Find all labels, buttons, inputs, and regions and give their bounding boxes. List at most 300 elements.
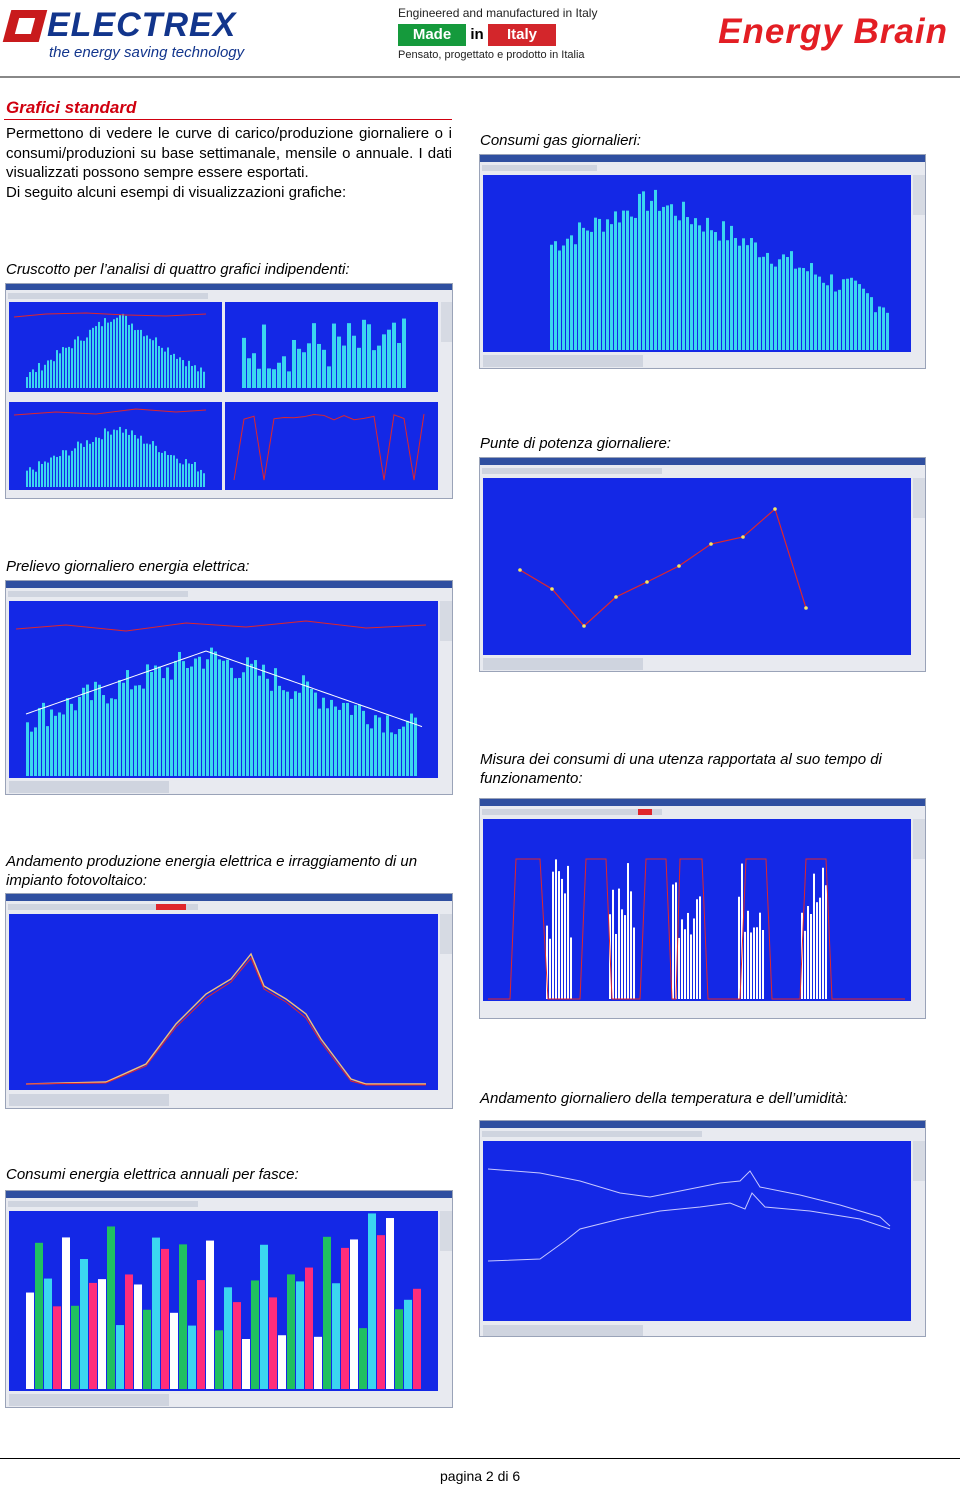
screenshot-bar: [107, 323, 109, 388]
screenshot-bar: [143, 1310, 151, 1389]
temp-screenshot: [479, 1120, 926, 1337]
screenshot-bar: [750, 238, 753, 350]
screenshot-bar: [759, 913, 761, 999]
screenshot-bar: [59, 353, 61, 388]
screenshot-bar: [838, 290, 841, 350]
screenshot-bar: [198, 657, 201, 776]
screenshot-bar: [30, 732, 33, 776]
screenshot-bar: [346, 703, 349, 776]
screenshot-bar: [250, 664, 253, 776]
pv-chart: [6, 894, 453, 1109]
screenshot-bar: [646, 211, 649, 350]
screenshot-bar: [86, 685, 89, 776]
screenshot-bar: [377, 346, 381, 388]
screenshot-bar: [128, 435, 130, 487]
screenshot-bar: [71, 451, 73, 487]
screenshot-bar: [590, 232, 593, 350]
screenshot-bar: [179, 463, 181, 487]
screenshot-bar: [269, 1297, 277, 1389]
screenshot-bar: [686, 217, 689, 350]
screenshot-bar: [830, 274, 833, 350]
screenshot-bar: [638, 194, 641, 350]
screenshot-bar: [367, 324, 371, 388]
screenshot-bar: [558, 251, 561, 350]
runtime-chart: [480, 799, 926, 1019]
screenshot-bar: [149, 339, 151, 388]
screenshot-bar: [89, 444, 91, 487]
screenshot-bar: [113, 430, 115, 487]
electrex-mark-icon: [3, 10, 48, 42]
intro-text-2: Di seguito alcuni esempi di visualizzazioni grafiche:: [6, 183, 347, 201]
screenshot-bar: [134, 330, 136, 388]
made-in-italy-badge: [398, 6, 598, 61]
screenshot-bar: [602, 232, 605, 350]
screenshot-bar: [630, 217, 633, 350]
screenshot-bar: [710, 230, 713, 350]
screenshot-bar: [726, 240, 729, 350]
screenshot-bar: [387, 330, 391, 388]
screenshot-bar: [372, 350, 376, 388]
screenshot-bar: [762, 930, 764, 999]
screenshot-bar: [866, 293, 869, 350]
screenshot-bar: [102, 695, 105, 776]
screenshot-bar: [70, 704, 73, 776]
peaks-chart: [480, 458, 926, 672]
screenshot-bar: [143, 336, 145, 388]
screenshot-bar: [766, 253, 769, 350]
screenshot-bar: [182, 360, 184, 388]
screenshot-bar: [714, 232, 717, 350]
screenshot-bar: [179, 357, 181, 388]
screenshot-bar: [770, 264, 773, 350]
screenshot-bar: [138, 685, 141, 776]
screenshot-bar: [260, 1245, 268, 1389]
screenshot-bar: [267, 368, 271, 388]
dashboard-charts: [6, 284, 453, 499]
screenshot-bar: [747, 911, 749, 999]
screenshot-bar: [314, 1337, 322, 1389]
caption-annual: Consumi energia elettrica annuali per fasce:: [6, 1166, 299, 1183]
header-divider: [0, 76, 960, 78]
screenshot-bar: [116, 430, 118, 487]
screenshot-bar: [164, 352, 166, 388]
screenshot-bar: [666, 205, 669, 350]
screenshot-bar: [110, 435, 112, 487]
screenshot-bar: [53, 1306, 61, 1389]
screenshot-bar: [158, 667, 161, 776]
screenshot-bar: [154, 665, 157, 776]
screenshot-bar: [813, 874, 815, 999]
screenshot-bar: [633, 928, 635, 999]
screenshot-bar: [185, 366, 187, 388]
screenshot-bar: [155, 337, 157, 388]
screenshot-bar: [630, 891, 632, 999]
screenshot-bar: [326, 708, 329, 776]
screenshot-bar: [191, 464, 193, 487]
screenshot-bar: [814, 275, 817, 350]
caption-gas: Consumi gas giornalieri:: [480, 132, 641, 149]
screenshot-bar: [798, 268, 801, 350]
screenshot-bar: [170, 455, 172, 487]
screenshot-bar: [125, 316, 127, 388]
screenshot-bar: [166, 667, 169, 776]
screenshot-bar: [146, 664, 149, 776]
screenshot-bar: [94, 682, 97, 776]
screenshot-bar: [406, 721, 409, 776]
screenshot-bar: [161, 348, 163, 388]
screenshot-bar: [678, 938, 680, 999]
screenshot-bar: [684, 929, 686, 999]
screenshot-bar: [90, 700, 93, 776]
screenshot-bar: [242, 1339, 250, 1389]
screenshot-bar: [302, 352, 306, 388]
screenshot-bar: [374, 715, 377, 776]
screenshot-bar: [382, 732, 385, 776]
screenshot-bar: [162, 678, 165, 776]
screenshot-bar: [197, 471, 199, 487]
screenshot-bar: [110, 698, 113, 776]
screenshot-bar: [578, 222, 581, 350]
screenshot-bar: [810, 263, 813, 350]
screenshot-bar: [116, 318, 118, 388]
screenshot-bar: [68, 347, 70, 388]
screenshot-bar: [242, 338, 246, 388]
screenshot-bar: [74, 448, 76, 487]
screenshot-bar: [158, 346, 160, 388]
screenshot-bar: [140, 330, 142, 388]
screenshot-bar: [858, 284, 861, 350]
screenshot-bar: [197, 371, 199, 388]
caption-peaks: Punte di potenza giornaliere:: [480, 435, 671, 452]
screenshot-bar: [615, 934, 617, 999]
screenshot-bar: [26, 471, 28, 487]
screenshot-bar: [825, 885, 827, 999]
screenshot-bar: [167, 347, 169, 388]
screenshot-bar: [118, 680, 121, 776]
screenshot-bar: [778, 259, 781, 350]
screenshot-bar: [594, 218, 597, 350]
gas-screenshot: [479, 154, 926, 369]
screenshot-bar: [29, 372, 31, 388]
screenshot-bar: [567, 866, 569, 999]
screenshot-bar: [359, 1328, 367, 1389]
screenshot-bar: [122, 433, 124, 487]
screenshot-bar: [179, 1244, 187, 1389]
screenshot-bar: [131, 430, 133, 487]
screenshot-bar: [200, 470, 202, 487]
screenshot-bar: [233, 1302, 241, 1389]
made-word: Made: [398, 24, 466, 46]
screenshot-bar: [128, 325, 130, 388]
screenshot-bar: [549, 939, 551, 999]
screenshot-bar: [834, 292, 837, 350]
screenshot-bar: [794, 269, 797, 350]
screenshot-bar: [107, 1226, 115, 1389]
screenshot-bar: [106, 703, 109, 776]
screenshot-bar: [654, 190, 657, 350]
screenshot-bar: [152, 340, 154, 388]
screenshot-bar: [746, 245, 749, 350]
screenshot-bar: [282, 690, 285, 776]
gas-chart: [480, 155, 926, 369]
screenshot-bar: [397, 343, 401, 388]
screenshot-bar: [174, 661, 177, 776]
screenshot-bar: [238, 678, 241, 776]
caption-withdrawal: Prelievo giornaliero energia elettrica:: [6, 558, 250, 575]
screenshot-bar: [38, 708, 41, 776]
screenshot-bar: [142, 689, 145, 776]
screenshot-bar: [378, 717, 381, 776]
screenshot-bar: [292, 340, 296, 388]
screenshot-bar: [226, 660, 229, 776]
screenshot-bar: [332, 1283, 340, 1389]
page-number: pagina 2 di 6: [440, 1468, 521, 1484]
screenshot-bar: [66, 698, 69, 776]
peaks-screenshot: [479, 457, 926, 672]
annual-screenshot: [5, 1190, 453, 1408]
screenshot-bar: [550, 245, 553, 350]
screenshot-bar: [230, 668, 233, 776]
screenshot-bar: [119, 427, 121, 487]
screenshot-bar: [224, 1287, 232, 1389]
screenshot-bar: [246, 657, 249, 776]
screenshot-bar: [287, 371, 291, 388]
screenshot-bar: [122, 314, 124, 388]
screenshot-bar: [618, 222, 621, 350]
screenshot-bar: [598, 219, 601, 350]
screenshot-bar: [850, 278, 853, 350]
title-underline: [4, 119, 452, 120]
screenshot-bar: [80, 341, 82, 388]
screenshot-bar: [194, 659, 197, 776]
screenshot-bar: [114, 699, 117, 776]
screenshot-bar: [354, 705, 357, 776]
screenshot-bar: [658, 211, 661, 350]
screenshot-bar: [782, 254, 785, 350]
screenshot-bar: [270, 691, 273, 776]
caption-dashboard: Cruscotto per l’analisi di quattro grafici indipendenti:: [6, 261, 350, 278]
screenshot-bar: [62, 1237, 70, 1389]
screenshot-bar: [804, 931, 806, 999]
screenshot-bar: [402, 727, 405, 776]
screenshot-bar: [806, 271, 809, 350]
screenshot-bar: [44, 461, 46, 487]
screenshot-bar: [68, 455, 70, 487]
screenshot-bar: [822, 868, 824, 999]
screenshot-bar: [41, 464, 43, 487]
screenshot-bar: [186, 668, 189, 776]
intro-paragraph: [6, 124, 452, 202]
screenshot-bar: [317, 344, 321, 388]
screenshot-bar: [342, 346, 346, 388]
screenshot-bar: [35, 472, 37, 487]
italy-word: Italy: [488, 24, 556, 46]
screenshot-bar: [74, 710, 77, 776]
screenshot-bar: [34, 727, 37, 776]
screenshot-bar: [570, 235, 573, 350]
screenshot-bar: [696, 899, 698, 999]
screenshot-bar: [730, 226, 733, 350]
brand-tagline: the energy saving technology: [49, 44, 245, 61]
screenshot-bar: [756, 927, 758, 999]
screenshot-bar: [215, 1330, 223, 1389]
screenshot-bar: [413, 1289, 421, 1389]
screenshot-bar: [358, 704, 361, 776]
screenshot-bar: [586, 231, 589, 350]
screenshot-bar: [53, 361, 55, 388]
screenshot-bar: [258, 676, 261, 776]
screenshot-bar: [95, 326, 97, 388]
screenshot-bar: [802, 268, 805, 350]
screenshot-bar: [362, 320, 366, 388]
caption-temp: Andamento giornaliero della temperatura e dell’umidità:: [480, 1090, 848, 1107]
screenshot-bar: [862, 289, 865, 350]
screenshot-bar: [152, 1238, 160, 1389]
screenshot-bar: [626, 211, 629, 350]
section-title: Grafici standard: [6, 98, 137, 117]
screenshot-bar: [382, 334, 386, 388]
screenshot-bar: [98, 1279, 106, 1389]
screenshot-bar: [38, 461, 40, 487]
screenshot-bar: [810, 914, 812, 999]
screenshot-bar: [842, 279, 845, 350]
screenshot-bar: [194, 365, 196, 388]
screenshot-bar: [558, 871, 560, 999]
screenshot-bar: [294, 691, 297, 776]
screenshot-bar: [176, 359, 178, 388]
screenshot-bar: [390, 732, 393, 776]
screenshot-bar: [377, 1235, 385, 1389]
screenshot-bar: [307, 343, 311, 388]
screenshot-bar: [54, 716, 57, 776]
screenshot-bar: [197, 1280, 205, 1389]
product-logo: Energy Brain: [718, 12, 948, 51]
screenshot-bar: [104, 318, 106, 388]
screenshot-bar: [302, 675, 305, 776]
screenshot-bar: [110, 322, 112, 388]
screenshot-bar: [176, 459, 178, 487]
screenshot-bar: [670, 204, 673, 350]
screenshot-bar: [662, 207, 665, 350]
screenshot-bar: [690, 934, 692, 999]
screenshot-bar: [874, 312, 877, 350]
screenshot-bar: [323, 1237, 331, 1389]
screenshot-bar: [56, 457, 58, 487]
screenshot-bar: [753, 927, 755, 999]
pv-screenshot: [5, 893, 453, 1109]
screenshot-bar: [86, 337, 88, 388]
screenshot-bar: [332, 324, 336, 388]
screenshot-bar: [182, 661, 185, 776]
screenshot-bar: [327, 366, 331, 388]
screenshot-bar: [678, 220, 681, 350]
screenshot-bar: [71, 1306, 79, 1389]
screenshot-bar: [554, 241, 557, 350]
screenshot-bar: [242, 672, 245, 776]
screenshot-bar: [266, 679, 269, 776]
screenshot-bar: [150, 672, 153, 776]
italian-flag-band: [398, 24, 568, 46]
screenshot-bar: [706, 218, 709, 350]
screenshot-bar: [146, 444, 148, 487]
screenshot-bar: [134, 1284, 142, 1389]
screenshot-bar: [62, 714, 65, 776]
temp-chart: [480, 1121, 926, 1337]
screenshot-bar: [337, 337, 341, 388]
screenshot-bar: [298, 693, 301, 776]
screenshot-bar: [807, 906, 809, 999]
screenshot-bar: [386, 715, 389, 776]
screenshot-bar: [107, 431, 109, 487]
caption-runtime: Misura dei consumi di una utenza rapportata al suo tempo di funzionamento:: [480, 751, 882, 787]
screenshot-bar: [561, 879, 563, 999]
screenshot-bar: [26, 377, 28, 388]
screenshot-bar: [188, 361, 190, 388]
made-in-bottom-text: Pensato, progettato e prodotto in Italia: [398, 49, 585, 61]
screenshot-bar: [314, 693, 317, 776]
screenshot-bar: [83, 447, 85, 487]
intro-text: Permettono di vedere le curve di carico/produzione giornaliere o i consumi/produzioni su base settimanale, mensile o annuale. I dati visualizzati possono sempre essere esportati.: [6, 125, 452, 181]
screenshot-bar: [185, 459, 187, 487]
screenshot-bar: [149, 444, 151, 487]
screenshot-bar: [210, 648, 213, 776]
screenshot-bar: [786, 257, 789, 350]
withdrawal-chart: [6, 581, 453, 795]
screenshot-bar: [161, 1249, 169, 1389]
screenshot-bar: [334, 707, 337, 776]
screenshot-bar: [274, 668, 277, 776]
screenshot-bar: [290, 699, 293, 776]
screenshot-bar: [32, 470, 34, 487]
screenshot-bar: [32, 369, 34, 388]
screenshot-bar: [134, 686, 137, 776]
screenshot-bar: [47, 463, 49, 487]
screenshot-bar: [347, 323, 351, 388]
screenshot-bar: [77, 442, 79, 487]
screenshot-bar: [622, 211, 625, 350]
screenshot-bar: [146, 335, 148, 388]
screenshot-bar: [58, 712, 61, 776]
screenshot-bar: [614, 211, 617, 350]
screenshot-bar: [89, 330, 91, 388]
screenshot-bar: [152, 441, 154, 487]
made-in-top-text: Engineered and manufactured in Italy: [398, 6, 598, 20]
screenshot-bar: [170, 355, 172, 388]
screenshot-bar: [634, 218, 637, 350]
screenshot-bar: [200, 367, 202, 388]
screenshot-bar: [318, 709, 321, 776]
screenshot-bar: [26, 1293, 34, 1389]
screenshot-bar: [312, 323, 316, 388]
screenshot-bar: [170, 1313, 178, 1389]
in-word: in: [466, 24, 488, 46]
screenshot-bar: [29, 467, 31, 487]
screenshot-bar: [395, 1309, 403, 1389]
screenshot-bar: [203, 473, 205, 487]
screenshot-bar: [167, 455, 169, 487]
screenshot-bar: [350, 715, 353, 776]
screenshot-bar: [125, 1274, 133, 1389]
screenshot-bar: [618, 889, 620, 999]
screenshot-bar: [822, 283, 825, 350]
screenshot-bar: [414, 718, 417, 776]
brand-name: ELECTREX: [47, 6, 237, 44]
screenshot-bar: [282, 356, 286, 388]
screenshot-bar: [86, 440, 88, 487]
annual-chart: [6, 1191, 453, 1408]
screenshot-bar: [101, 439, 103, 487]
screenshot-bar: [101, 326, 103, 388]
